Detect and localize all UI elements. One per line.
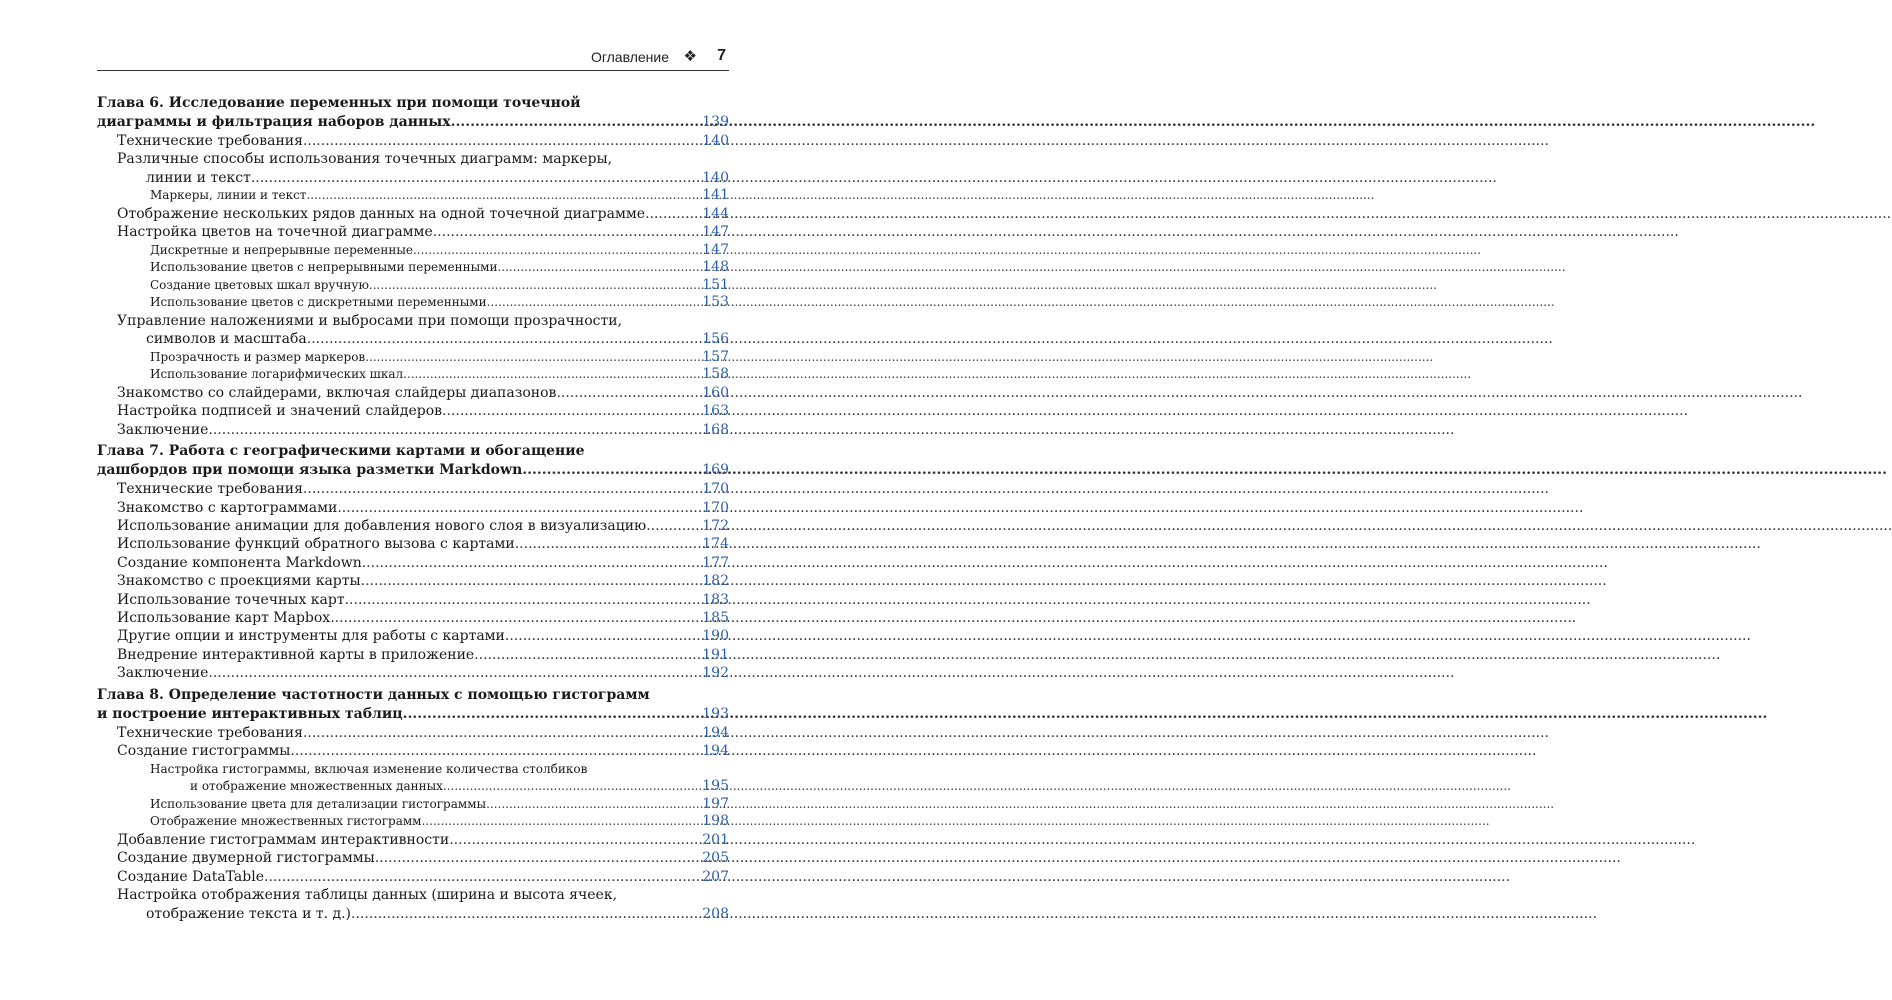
toc-page-number[interactable]: 205	[702, 850, 729, 867]
toc-entry-title: Прозрачность и размер маркеров	[150, 349, 366, 364]
toc-page-number[interactable]: 185	[702, 610, 729, 627]
dot-leader	[403, 705, 701, 724]
toc-entry-title: Использование логарифмических шкал	[150, 367, 404, 382]
toc-chapter-entry[interactable]	[97, 442, 729, 480]
dot-leader	[522, 461, 700, 480]
toc-entry-title: символов и масштаба	[146, 331, 307, 348]
toc-entry-title-line: Управление наложениями и выбросами при помощи прозрачности,	[117, 313, 623, 329]
page-header	[97, 46, 729, 71]
toc-page-number[interactable]: 201	[702, 831, 729, 848]
toc-section-entry[interactable]	[117, 499, 729, 517]
toc-section-entry[interactable]	[117, 312, 729, 349]
toc-page-number[interactable]: 144	[702, 205, 729, 222]
dot-leader	[442, 402, 700, 420]
dot-leader	[433, 223, 701, 241]
toc-entry-title: Создание цветовых шкал вручную	[150, 277, 369, 292]
dot-leader	[449, 831, 700, 849]
toc-page-number[interactable]: 208	[702, 905, 729, 922]
toc-section-entry[interactable]	[117, 572, 729, 590]
dot-leader	[451, 113, 701, 132]
toc-entry-title: Использование точечных карт	[117, 591, 345, 608]
toc-entry-title: Настройка подписей и значений слайдеров	[117, 403, 443, 420]
dot-leader	[337, 499, 700, 517]
dot-leader	[443, 778, 700, 796]
toc-entry-title: Создание гистограммы	[117, 743, 291, 760]
toc-section-entry[interactable]	[117, 609, 729, 627]
toc-entry-title: диаграммы и фильтрация наборов данных	[97, 114, 451, 130]
toc-page-number[interactable]: 183	[702, 591, 729, 608]
toc-subsection-entry[interactable]	[150, 761, 729, 796]
toc-entry-title: Использование анимации для добавления нового слоя в визуализацию	[117, 518, 647, 535]
toc-section-entry[interactable]	[117, 886, 729, 923]
toc-entry-title: и построение интерактивных таблиц	[97, 705, 403, 722]
toc-entry-title: Заключение	[117, 665, 209, 682]
toc-subsection-entry[interactable]	[150, 349, 729, 367]
toc-page-number[interactable]: 177	[702, 554, 729, 571]
dot-leader	[290, 742, 700, 760]
dot-leader	[330, 609, 700, 627]
toc-entry-title-line: Глава 6. Исследование переменных при помощи точечной	[97, 95, 581, 111]
toc-entry-title-line: Глава 8. Определение частотности данных с помощью гистограмм	[97, 686, 650, 703]
dot-leader	[208, 421, 700, 439]
toc-chapter-entry[interactable]	[97, 94, 729, 132]
toc-page-number[interactable]: 195	[702, 778, 729, 795]
toc-subsection-entry[interactable]	[150, 187, 729, 205]
toc-page-number[interactable]: 140	[702, 169, 729, 186]
toc-section-entry[interactable]	[117, 591, 729, 609]
toc-page-number[interactable]: 163	[702, 403, 729, 420]
toc-section-entry[interactable]	[117, 868, 729, 886]
dot-leader	[474, 646, 700, 664]
toc-entry-title: Знакомство с проекциями карты	[117, 573, 361, 590]
toc-entry-title: и отображение множественных данных	[190, 779, 443, 794]
toc-subsection-entry[interactable]	[150, 294, 729, 312]
toc-entry-title: Маркеры, линии и текст	[150, 188, 307, 203]
toc-section-entry[interactable]	[117, 724, 729, 742]
toc-entry-title: Отображение нескольких рядов данных на одной точечной диаграмме	[117, 205, 646, 222]
toc-entry-title: Заключение	[117, 421, 209, 438]
toc-page-number[interactable]: 172	[702, 518, 729, 535]
toc-entry-title: Технические требования	[117, 724, 303, 741]
dot-leader	[645, 205, 700, 223]
toc-section-entry[interactable]	[117, 384, 729, 402]
toc-entry-title-line: Настройка отображения таблицы данных (ширина и высота ячеек,	[117, 887, 618, 904]
toc-section-entry[interactable]	[117, 517, 729, 535]
toc-subsection-entry[interactable]	[150, 796, 729, 814]
dot-leader	[556, 384, 700, 402]
toc-page-number[interactable]: 194	[702, 743, 729, 760]
toc-subsection-entry[interactable]	[150, 259, 729, 277]
toc-page-number[interactable]: 194	[702, 724, 729, 741]
toc-entry-title: Использование цветов с непрерывными переменными	[150, 260, 498, 275]
dot-leader	[345, 591, 701, 609]
toc-entry-title-line: Различные способы использования точечных диаграмм: маркеры,	[117, 151, 613, 168]
dot-leader	[365, 349, 700, 367]
toc-entry-title: Создание DataTable	[117, 868, 265, 885]
toc-page-number[interactable]: 193	[702, 705, 729, 722]
toc-entry-title-line: Глава 7. Работа с географическими картами и обогащение	[97, 443, 585, 460]
toc-section-entry[interactable]	[117, 831, 729, 849]
toc-entry-title: линии и текст	[146, 169, 251, 186]
toc-page-number[interactable]: 169	[702, 462, 729, 479]
toc-section-entry[interactable]	[117, 535, 729, 553]
toc-page-number[interactable]: 158	[702, 366, 729, 383]
toc-section-entry[interactable]	[117, 150, 729, 187]
toc-page-number[interactable]: 151	[702, 276, 729, 293]
toc-page-number[interactable]: 139	[702, 114, 729, 130]
dot-leader	[264, 868, 700, 886]
toc-entry-title: Использование карт Mapbox	[117, 610, 331, 627]
toc-page-number[interactable]: 156	[702, 331, 729, 348]
toc-entry-title: Дискретные и непрерывные переменные	[150, 242, 413, 257]
toc-section-entry[interactable]	[117, 742, 729, 760]
toc-entry-title: Внедрение интерактивной карты в приложение	[117, 646, 475, 663]
toc-page-number[interactable]: 192	[702, 665, 729, 682]
toc-subsection-entry[interactable]	[150, 242, 729, 260]
dot-leader	[303, 132, 700, 150]
dot-leader	[646, 517, 700, 535]
dot-leader	[369, 277, 700, 295]
toc-page-number[interactable]: 174	[702, 536, 729, 553]
dot-leader	[375, 849, 700, 867]
table-of-contents	[97, 91, 729, 923]
toc-section-entry[interactable]	[117, 223, 729, 241]
dot-leader	[497, 259, 700, 277]
toc-section-entry[interactable]	[117, 627, 729, 645]
toc-entry-title: Технические требования	[117, 481, 303, 498]
toc-entry-title: отображение текста и т. д.)	[146, 905, 352, 922]
dot-leader	[403, 366, 700, 384]
dot-leader	[362, 554, 701, 572]
toc-page-number[interactable]: 170	[702, 481, 729, 498]
toc-page-number[interactable]: 141	[702, 187, 729, 204]
toc-entry-title: Знакомство со слайдерами, включая слайдеры диапазонов	[117, 385, 557, 401]
toc-page-number[interactable]: 197	[702, 795, 729, 812]
toc-page-number[interactable]: 147	[702, 241, 729, 258]
toc-entry-title: Технические требования	[117, 133, 303, 149]
toc-page-number[interactable]: 153	[702, 294, 729, 311]
dot-leader	[361, 572, 701, 590]
toc-entry-title: Настройка цветов на точечной диаграмме	[117, 224, 433, 241]
toc-entry-title: Другие опции и инструменты для работы с картами	[117, 628, 505, 645]
toc-entry-title: Добавление гистограммам интерактивности	[117, 831, 450, 848]
dot-leader	[505, 627, 700, 645]
toc-section-entry[interactable]	[117, 849, 729, 867]
dot-leader	[306, 187, 700, 205]
toc-entry-title: дашбордов при помощи языка разметки Markdown	[97, 462, 523, 479]
toc-entry-title: Использование цветов с дискретными переменными	[150, 295, 487, 310]
toc-section-entry[interactable]	[117, 205, 729, 223]
toc-subsection-entry[interactable]	[150, 277, 729, 295]
running-head-title: Оглавление	[590, 49, 669, 65]
toc-page-number[interactable]: 182	[702, 573, 729, 590]
dot-leader	[422, 813, 701, 831]
toc-section-entry[interactable]	[117, 554, 729, 572]
toc-entry-title: Знакомство с картограммами	[117, 499, 338, 516]
page-number: 7	[717, 47, 726, 64]
toc-section-entry[interactable]	[117, 664, 729, 682]
toc-page-number[interactable]: 198	[702, 813, 729, 830]
toc-page-number[interactable]: 190	[702, 628, 729, 645]
dot-leader	[208, 664, 700, 682]
dot-leader	[413, 242, 700, 260]
toc-page-number[interactable]: 140	[702, 133, 729, 149]
toc-section-entry[interactable]	[117, 480, 729, 498]
ornament-icon: ❖	[683, 47, 697, 65]
toc-page-number[interactable]: 147	[702, 224, 729, 241]
toc-page-number[interactable]: 157	[702, 348, 729, 365]
dot-leader	[303, 724, 700, 742]
toc-subsection-entry[interactable]	[150, 366, 729, 384]
dot-leader	[487, 294, 701, 312]
dot-leader	[486, 796, 700, 814]
dot-leader	[303, 480, 700, 498]
toc-page-number[interactable]: 170	[702, 499, 729, 516]
dot-leader	[251, 169, 700, 187]
dot-leader	[307, 330, 700, 348]
dot-leader	[351, 905, 700, 923]
toc-page-number[interactable]: 148	[702, 259, 729, 276]
toc-entry-title: Использование функций обратного вызова с картами	[117, 536, 515, 553]
toc-entry-title: Создание компонента Markdown	[117, 554, 362, 571]
toc-page-number[interactable]: 191	[702, 646, 729, 663]
toc-section-entry[interactable]	[117, 402, 729, 420]
toc-subsection-entry[interactable]	[150, 813, 729, 831]
toc-entry-title-line: Настройка гистограммы, включая изменение количества столбиков	[150, 761, 588, 776]
toc-page-number[interactable]: 160	[702, 385, 729, 401]
toc-entry-title: Создание двумерной гистограммы	[117, 850, 375, 867]
toc-page-number[interactable]: 207	[702, 868, 729, 885]
toc-chapter-entry[interactable]	[97, 686, 729, 724]
toc-section-entry[interactable]	[117, 421, 729, 439]
toc-entry-title: Использование цвета для детализации гистограммы	[150, 796, 487, 811]
toc-section-entry[interactable]	[117, 132, 729, 150]
toc-section-entry[interactable]	[117, 646, 729, 664]
dot-leader	[515, 535, 701, 553]
toc-entry-title: Отображение множественных гистограмм	[150, 814, 422, 829]
toc-page-number[interactable]: 168	[702, 421, 729, 438]
